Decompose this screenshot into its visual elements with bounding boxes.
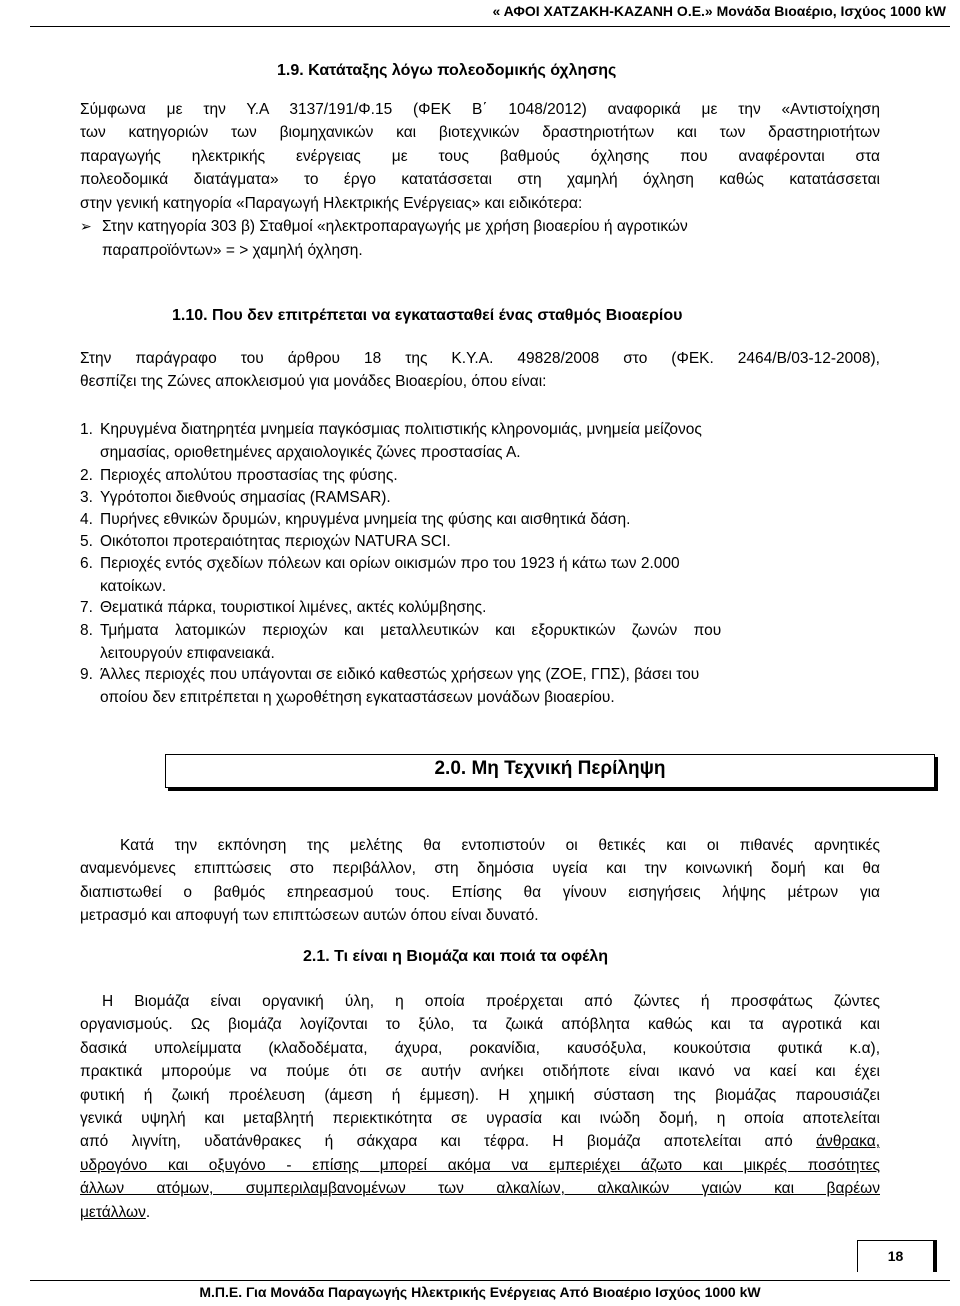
paragraph-line	[80, 1177, 880, 1200]
paragraph-line	[80, 1154, 880, 1177]
paragraph-line: θεσπίζει της Ζώνες αποκλεισμού για μονάδες Βιοαερίου, όπου είναι:	[80, 373, 547, 391]
paragraph-line: Στην παράγραφο του άρθρου 18 της Κ.Υ.Α. 49828/2008 στο (ΦΕΚ. 2464/Β/03-12-2008),	[80, 350, 880, 367]
paragraph-line: δασικά υπολείμματα (κλαδοδέματα, άχυρα, ροκανίδια, καυσόξυλα, κουκούτσια φυτικά κ.α),	[80, 1039, 880, 1057]
paragraph-line	[80, 1130, 880, 1153]
list-item	[80, 530, 880, 553]
list-text: Πυρήνες εθνικών δρυμών, κηρυγμένα μνημεία της φύσης και αισθητικά δάση.	[100, 511, 631, 528]
paragraph-line: μετρασμό και αποφυγή των επιπτώσεων αυτών όπου είναι δυνατό.	[80, 907, 539, 925]
paragraph-line: των κατηγοριών των βιομηχανικών και βιοτεχνικών δραστηριοτήτων και των δραστηριοτήτων	[80, 124, 880, 142]
underlined-text: άλλων ατόμων, συμπεριλαμβανομένων των αλκαλίων, αλκαλικών γαιών και βαρέων	[80, 1180, 880, 1198]
list-text: σημασίας, οριοθετημένες αρχαιολογικές ζώνες προστασίας Α.	[100, 444, 521, 461]
section-1-10-title: 1.10. Που δεν επιτρέπεται να εγκατασταθεί ένας σταθμός Βιοαερίου	[172, 307, 683, 324]
list-number: 1.	[80, 421, 93, 438]
section-1-9-paragraph	[80, 98, 880, 215]
section-2-1-title: 2.1. Τι είναι η Βιομάζα και ποιά τα οφέλη	[303, 948, 609, 965]
arrow-bullet-icon: ➢	[80, 219, 92, 235]
list-number: 6.	[80, 555, 93, 572]
page-number: 18	[857, 1240, 937, 1272]
list-item	[80, 619, 880, 665]
footer-rule	[30, 1280, 950, 1281]
list-text: Οικότοποι προτεραιότητας περιοχών NATURA SCI.	[100, 533, 451, 550]
paragraph-line: φυτική ή ζωική προέλευση (άμεση ή έμμεση). Η χημική σύσταση της βιομάζας παρουσιάζει	[80, 1086, 880, 1104]
paragraph-line: πρακτικά μπορούμε να πούμε ότι σε αυτήν ανήκει οτιδήποτε είναι ικανό να καεί και έχει	[80, 1063, 880, 1081]
bullet-item	[80, 215, 880, 239]
list-text: Κηρυγμένα διατηρητέα μνημεία παγκόσμιας πολιτιστικής κληρονομιάς, μνημεία μείζονος	[100, 421, 702, 438]
list-number: 3.	[80, 489, 93, 506]
list-text: κατοίκων.	[100, 578, 167, 595]
list-number: 4.	[80, 511, 93, 528]
list-text: Θεματικά πάρκα, τουριστικοί λιμένες, ακτές κολύμβησης.	[100, 599, 487, 616]
list-text: Άλλες περιοχές που υπάγονται σε ειδικό καθεστώς χρήσεων γης (ΖΟΕ, ΓΠΣ), βάσει του	[100, 666, 700, 683]
list-item	[80, 552, 880, 598]
list-number: 8.	[80, 622, 93, 639]
paragraph-line: πολεοδομικά διατάγματα» το έργο κατατάσσεται στη χαμηλή όχληση καθώς κατατάσσεται	[80, 171, 880, 189]
page-footer: Μ.Π.Ε. Για Μονάδα Παραγωγής Ηλεκτρικής Ενέργειας Από Βιοαέριο Ισχύος 1000 kW	[199, 1284, 761, 1300]
section-2-0-title: 2.0. Μη Τεχνική Περίληψη	[434, 758, 666, 779]
list-text: Υγρότοποι διεθνούς σημασίας (RAMSAR).	[100, 489, 391, 506]
list-item	[80, 508, 880, 531]
list-item	[80, 464, 880, 487]
underlined-text: μετάλλων	[80, 1203, 146, 1221]
list-item	[80, 663, 880, 709]
paragraph-line: παραγωγής ηλεκτρικής ενέργειας με τους βαθμούς όχλησης που αναφέρονται στα	[80, 147, 880, 165]
paragraph-line: Κατά την εκπόνηση της μελέτης θα εντοπιστούν οι θετικές και οι πιθανές αρνητικές	[120, 837, 880, 854]
paragraph-line: οργανισμούς. Ως βιομάζα λογίζονται το ξύλο, τα ζωικά απόβλητα καθώς και τα αγροτικά και	[80, 1016, 880, 1034]
list-number: 2.	[80, 467, 93, 484]
list-text: Τμήματα λατομικών περιοχών και μεταλλευτικών και εξορυκτικών ζωνών που	[100, 622, 722, 639]
paragraph-line: Σύμφωνα με την Υ.Α 3137/191/Φ.15 (ΦΕΚ Β΄ 1048/2012) αναφορικά με την «Αντιστοίχηση	[80, 101, 880, 118]
list-text: Περιοχές εντός σχεδίων πόλεων και ορίων οικισμών προ του 1923 ή κάτω των 2.000	[100, 555, 680, 572]
page-header: « ΑΦΟΙ ΧΑΤΖΑΚΗ-ΚΑΖΑΝΗ Ο.Ε.» Μονάδα Βιοαέριο, Ισχύος 1000 kW	[492, 3, 946, 19]
list-item	[80, 486, 880, 509]
list-item	[80, 596, 880, 619]
paragraph-line: στην γενική κατηγορία «Παραγωγή Ηλεκτρικής Ενέργειας» και ειδικότερα:	[80, 194, 583, 212]
paragraph-line: γενικά υψηλή και μεταβλητή περιεκτικότητα σε υγρασία και ινώδη δομή, η οποία αποτελείται	[80, 1110, 880, 1128]
paragraph-text: .	[145, 1203, 151, 1221]
paragraph-line: Η Βιομάζα είναι οργανική ύλη, η οποία προέρχεται από ζώντες ή προσφάτως ζώντες	[102, 993, 880, 1010]
list-number: 9.	[80, 666, 93, 683]
section-2-1-paragraph	[80, 990, 880, 1224]
section-1-9-title: 1.9. Κατάταξης λόγω πολεοδομικής όχλησης	[277, 62, 617, 79]
paragraph-line: διαπιστωθεί ο βαθμός επηρεασμού τους. Επίσης θα γίνουν εισηγήσεις λήψης μέτρων για	[80, 883, 880, 901]
paragraph-line: αναμενόμενες επιπτώσεις στο περιβάλλον, στη δημόσια υγεία και την κοινωνική δομή και θα	[80, 860, 880, 878]
bullet-text-line-1: Στην κατηγορία 303 β) Σταθμοί «ηλεκτροπαραγωγής με χρήση βιοαερίου ή αγροτικών	[102, 218, 688, 235]
underlined-text: υδρογόνο και οξυγόνο - επίσης μπορεί ακόμα να εμπεριέχει άζωτο και μικρές ποσότητες	[80, 1156, 880, 1174]
section-2-0-paragraph	[80, 834, 880, 928]
section-1-10-intro	[80, 347, 880, 394]
paragraph-line	[80, 1201, 880, 1224]
bullet-text-line-2: παραπροϊόντων» = > χαμηλή όχληση.	[102, 242, 363, 259]
list-text: Περιοχές απολύτου προστασίας της φύσης.	[100, 467, 398, 484]
paragraph-text: από λιγνίτη, υδατάνθρακες ή σάκχαρα και τέφρα. Η βιομάζα αποτελείται από	[80, 1133, 817, 1151]
list-item	[80, 418, 880, 464]
list-number: 5.	[80, 533, 93, 550]
list-text: λειτουργούν επιφανειακά.	[100, 645, 275, 662]
list-number: 7.	[80, 599, 93, 616]
underlined-text: άνθρακα,	[816, 1133, 880, 1151]
list-text: οποίου δεν επιτρέπεται η χωροθέτηση εγκαταστάσεων μονάδων βιοαερίου.	[100, 689, 615, 706]
header-rule	[30, 26, 950, 27]
